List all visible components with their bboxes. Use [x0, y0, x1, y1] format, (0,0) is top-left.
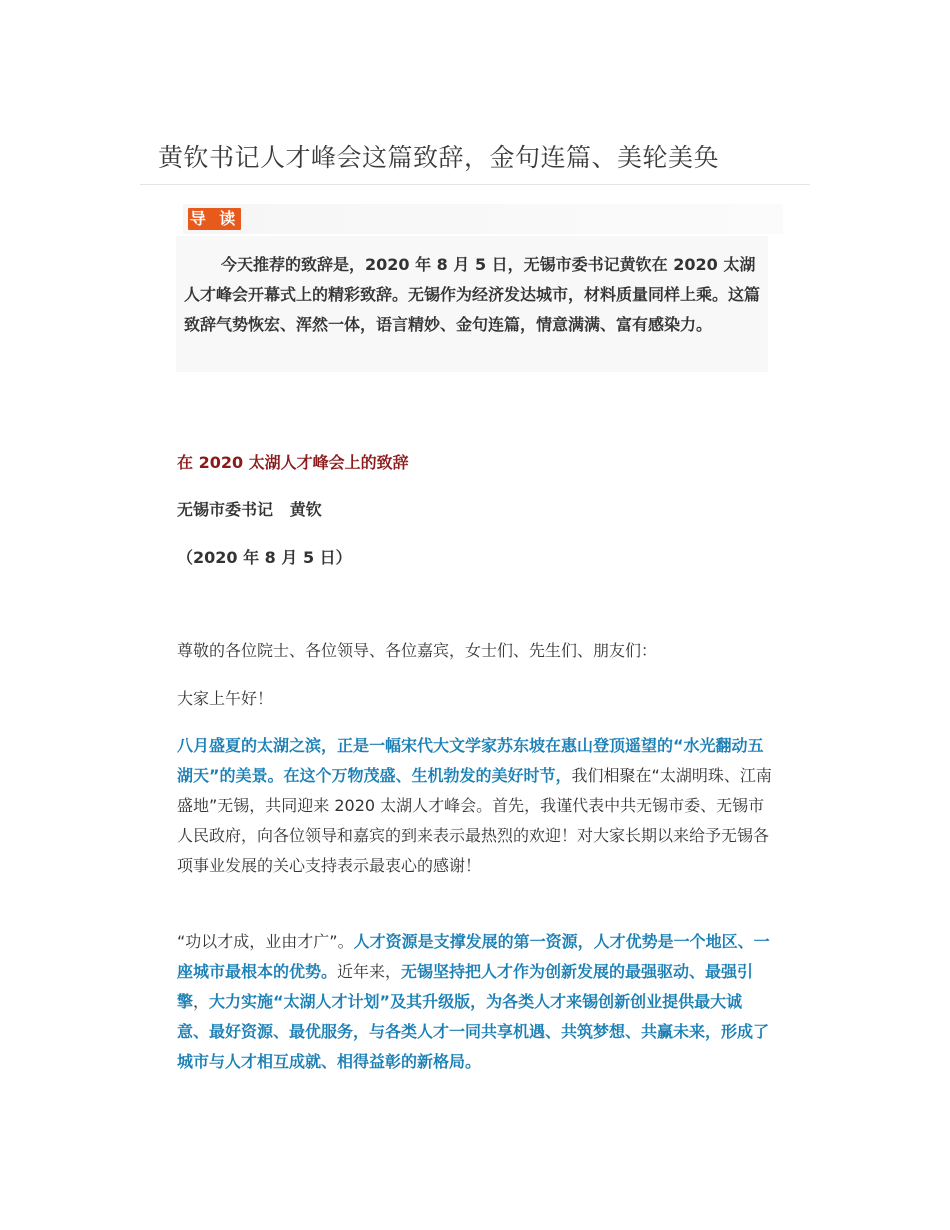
- speech-title: 在 2020 太湖人才峰会上的致辞: [177, 453, 409, 472]
- quote-text: “功以才成，业由才广”。: [177, 932, 354, 951]
- body-text: ，: [193, 992, 210, 1011]
- guide-badge: 导 读: [189, 209, 240, 228]
- article-title: 黄钦书记人才峰会这篇致辞，金句连篇、美轮美奂: [158, 143, 720, 172]
- greeting-paragraph: 尊敬的各位院士、各位领导、各位嘉宾，女士们、先生们、朋友们：: [177, 641, 658, 660]
- speech-date: （2020 年 8 月 5 日）: [177, 548, 352, 567]
- highlight-text: 大力实施“太湖人才计划”及其升级版，为各类人才来锡创新创业提供最大诚意、最好资源、最优服务，与各类人才一同共享机遇、共筑梦想、共赢未来，形成了城市与人才相互成就、相得益彰的新格局。: [177, 992, 770, 1071]
- highlight-text: 八月盛夏的太湖之滨，正是一幅宋代大文学家苏东坡在惠山登顶遥望的“水光翻动五湖天”的美景。在这个万物茂盛、生机勃发的美好时节，: [177, 736, 764, 785]
- summary-text: 今天推荐的致辞是，2020 年 8 月 5 日，无锡市委书记黄钦在 2020 太湖人才峰会开幕式上的精彩致辞。无锡作为经济发达城市，材料质量同样上乘。这篇致辞气势恢宏、浑然一体，语言精妙、金句连篇，情意满满、富有感染力。: [184, 255, 761, 334]
- guide-header-bar: [183, 204, 783, 234]
- highlight-text: 无锡坚持把人才作为创新发展的最强驱动、最强引擎: [177, 962, 754, 1011]
- body-text: 近年来，: [337, 962, 402, 981]
- title-divider: [140, 184, 810, 185]
- paragraph-talent: [177, 927, 773, 1077]
- hello-paragraph: 大家上午好！: [177, 689, 274, 708]
- body-text: 我们相聚在“太湖明珠、江南盛地”无锡，共同迎来 2020 太湖人才峰会。首先，我谨代表中共无锡市委、无锡市人民政府，向各位领导和嘉宾的到来表示最热烈的欢迎！对大家长期以来给予无锡各项事业发展的关心支持表示最衷心的感谢！: [177, 766, 772, 875]
- highlight-text: 人才资源是支撑发展的第一资源，人才优势是一个地区、一座城市最根本的优势。: [177, 932, 770, 981]
- paragraph-welcome: [177, 731, 773, 881]
- speaker-line: 无锡市委书记 黄钦: [177, 500, 322, 519]
